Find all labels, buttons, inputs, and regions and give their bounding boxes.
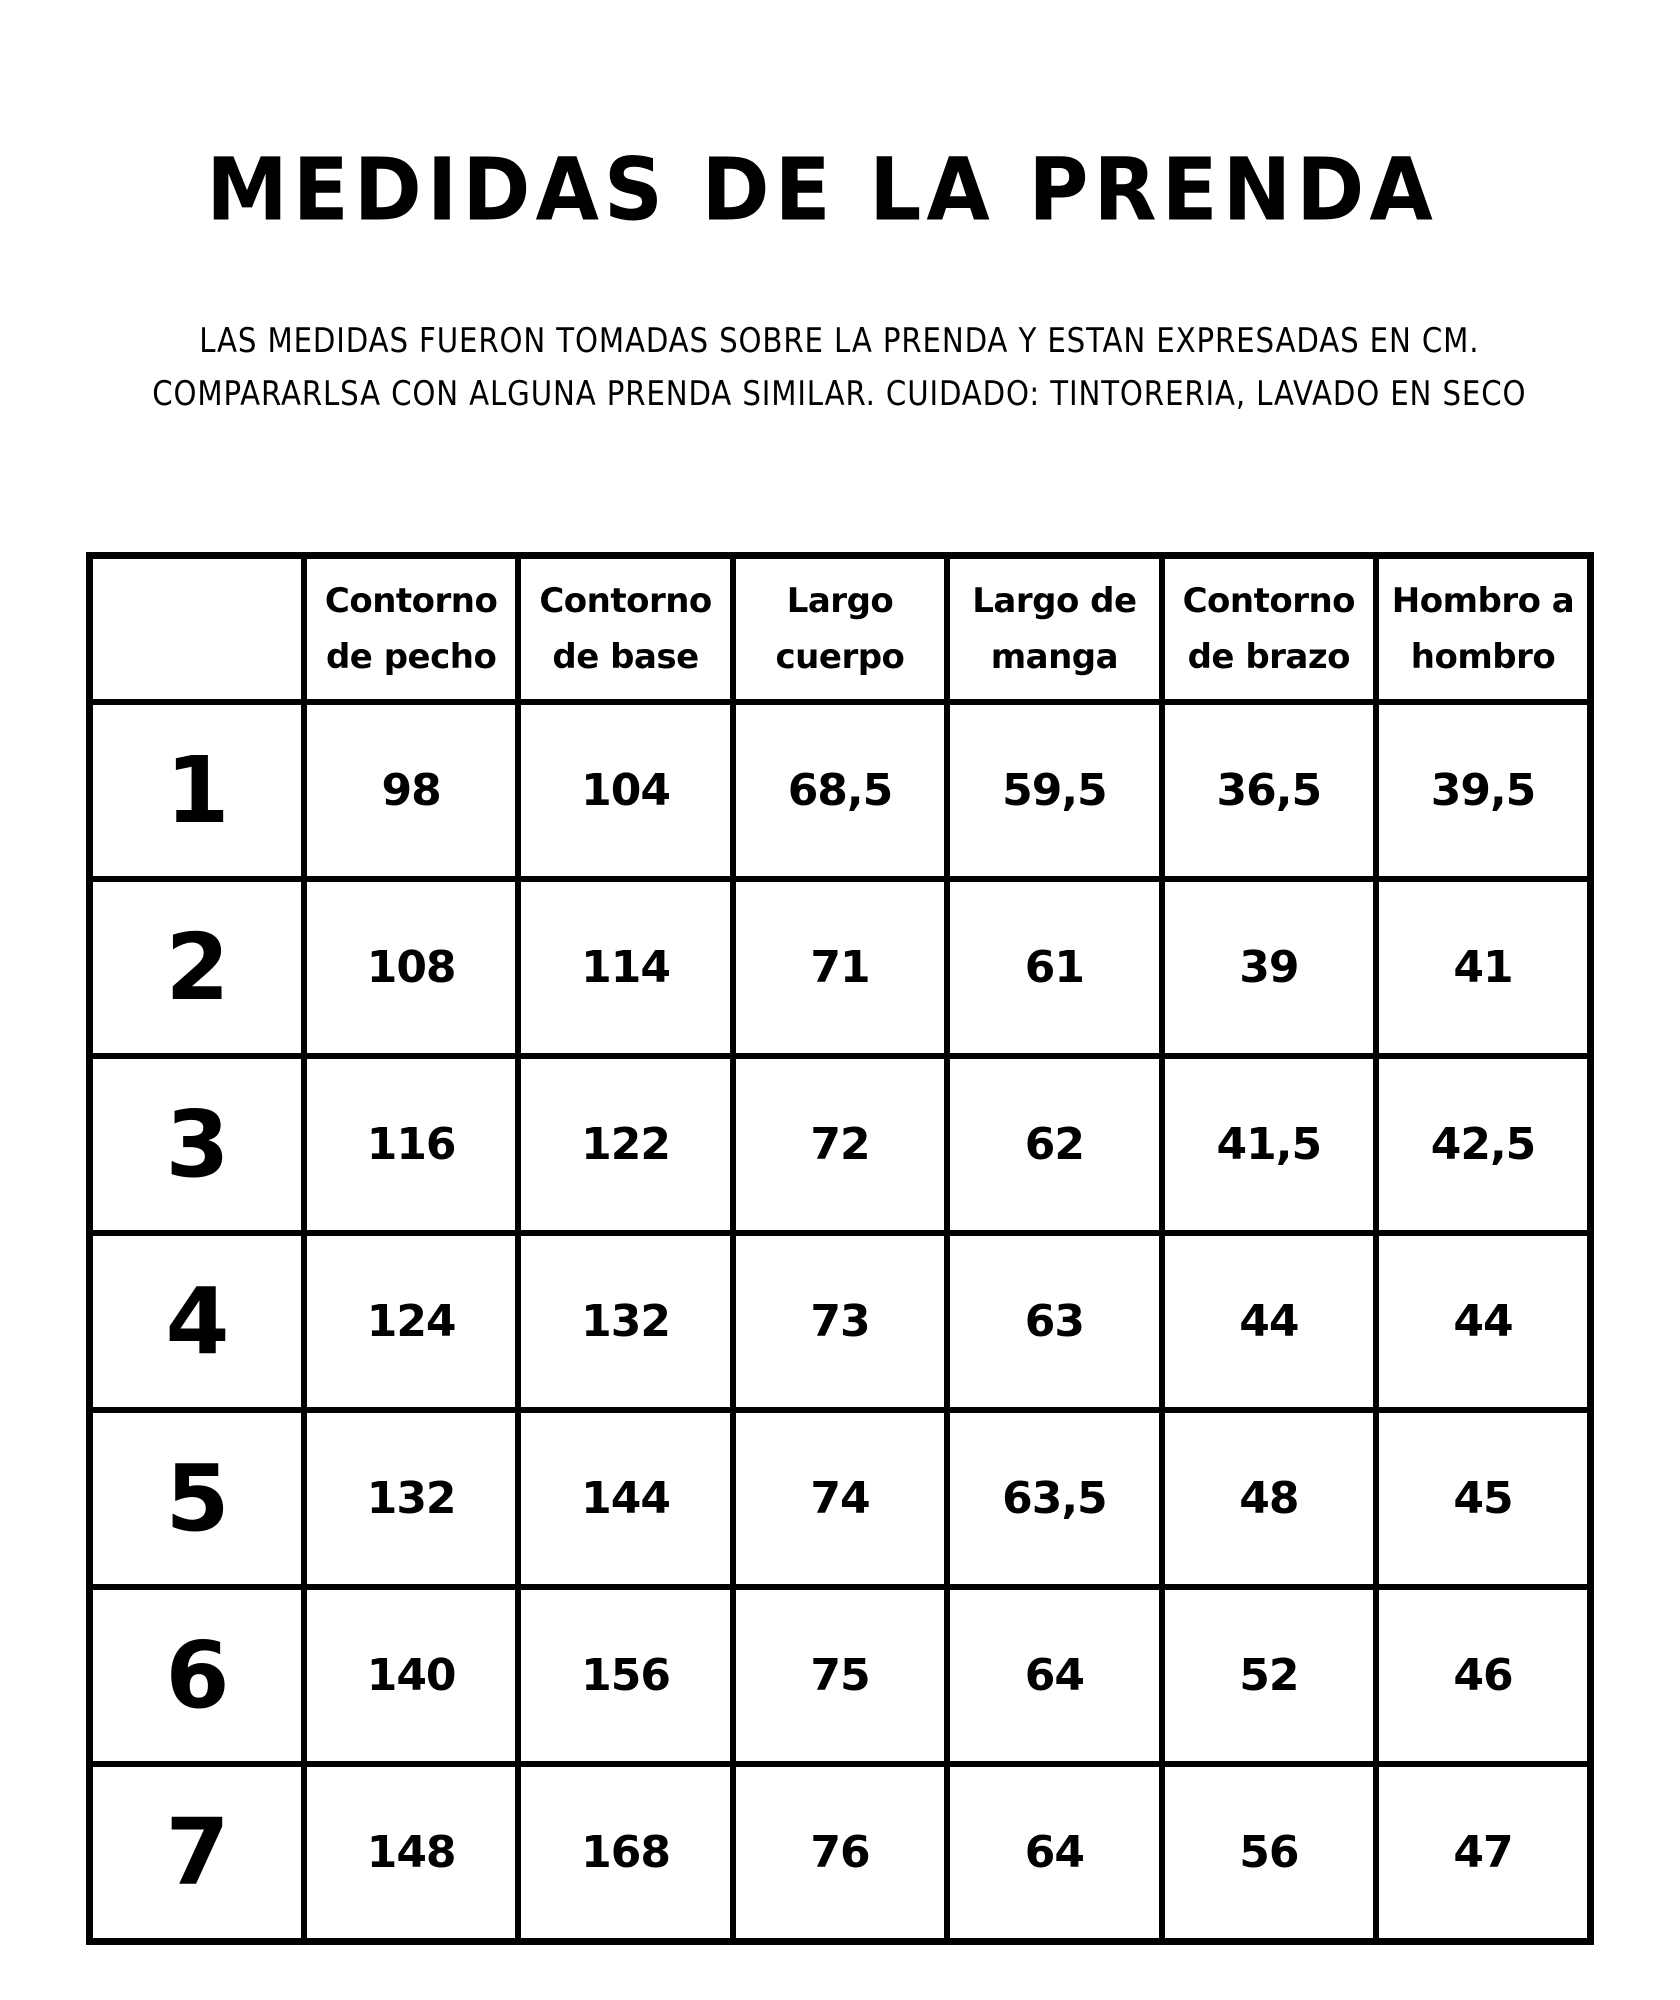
table-cell: 52 [1162, 1587, 1376, 1764]
table-cell: 36,5 [1162, 702, 1376, 879]
table-cell: 104 [518, 702, 732, 879]
table-cell: 48 [1162, 1410, 1376, 1587]
table-cell: 132 [304, 1410, 518, 1587]
table-row [90, 879, 1591, 1056]
table-cell: 116 [304, 1056, 518, 1233]
page-subtitle [117, 315, 1562, 421]
size-label: 7 [90, 1764, 304, 1942]
table-cell: 39 [1162, 879, 1376, 1056]
table-header-contorno-pecho: Contorno de pecho [304, 556, 518, 703]
table-cell: 74 [733, 1410, 947, 1587]
table-header-row [90, 556, 1591, 703]
table-cell: 75 [733, 1587, 947, 1764]
table-cell: 41,5 [1162, 1056, 1376, 1233]
table-cell: 47 [1376, 1764, 1590, 1942]
table-cell: 44 [1162, 1233, 1376, 1410]
size-label: 6 [90, 1587, 304, 1764]
table-cell: 62 [947, 1056, 1161, 1233]
table-cell: 168 [518, 1764, 732, 1942]
table-row [90, 1587, 1591, 1764]
table-cell: 64 [947, 1764, 1161, 1942]
subtitle-line-2: COMPARARLSA CON ALGUNA PRENDA SIMILAR. CUIDADO: TINTORERIA, LAVADO EN SECO [152, 374, 1527, 414]
table-cell: 73 [733, 1233, 947, 1410]
size-label: 4 [90, 1233, 304, 1410]
table-cell: 71 [733, 879, 947, 1056]
table-cell: 59,5 [947, 702, 1161, 879]
table-cell: 98 [304, 702, 518, 879]
table-cell: 76 [733, 1764, 947, 1942]
table-row [90, 1764, 1591, 1942]
table-cell: 72 [733, 1056, 947, 1233]
table-row [90, 1233, 1591, 1410]
table-cell: 41 [1376, 879, 1590, 1056]
table-cell: 140 [304, 1587, 518, 1764]
size-label: 5 [90, 1410, 304, 1587]
table-cell: 68,5 [733, 702, 947, 879]
table-cell: 156 [518, 1587, 732, 1764]
table-cell: 108 [304, 879, 518, 1056]
table-header-corner [90, 556, 304, 703]
table-cell: 42,5 [1376, 1056, 1590, 1233]
table-header-contorno-base: Contorno de base [518, 556, 732, 703]
table-cell: 56 [1162, 1764, 1376, 1942]
table-cell: 39,5 [1376, 702, 1590, 879]
table-cell: 124 [304, 1233, 518, 1410]
table-cell: 132 [518, 1233, 732, 1410]
measurements-table [86, 552, 1594, 1945]
table-cell: 64 [947, 1587, 1161, 1764]
table-cell: 144 [518, 1410, 732, 1587]
size-label: 1 [90, 702, 304, 879]
table-header-largo-cuerpo: Largo cuerpo [733, 556, 947, 703]
page-title: MEDIDAS DE LA PRENDA [206, 140, 1438, 241]
table-header-contorno-brazo: Contorno de brazo [1162, 556, 1376, 703]
subtitle-line-1: LAS MEDIDAS FUERON TOMADAS SOBRE LA PRENDA Y ESTAN EXPRESADAS EN CM. [199, 321, 1480, 361]
table-row [90, 1410, 1591, 1587]
size-label: 3 [90, 1056, 304, 1233]
table-cell: 61 [947, 879, 1161, 1056]
table-header-largo-manga: Largo de manga [947, 556, 1161, 703]
table-cell: 63 [947, 1233, 1161, 1410]
table-cell: 63,5 [947, 1410, 1161, 1587]
table-cell: 46 [1376, 1587, 1590, 1764]
table-cell: 148 [304, 1764, 518, 1942]
table-row [90, 702, 1591, 879]
table-cell: 122 [518, 1056, 732, 1233]
table-row [90, 1056, 1591, 1233]
table-cell: 44 [1376, 1233, 1590, 1410]
size-label: 2 [90, 879, 304, 1056]
table-cell: 114 [518, 879, 732, 1056]
table-header-hombro-hombro: Hombro a hombro [1376, 556, 1590, 703]
table-cell: 45 [1376, 1410, 1590, 1587]
